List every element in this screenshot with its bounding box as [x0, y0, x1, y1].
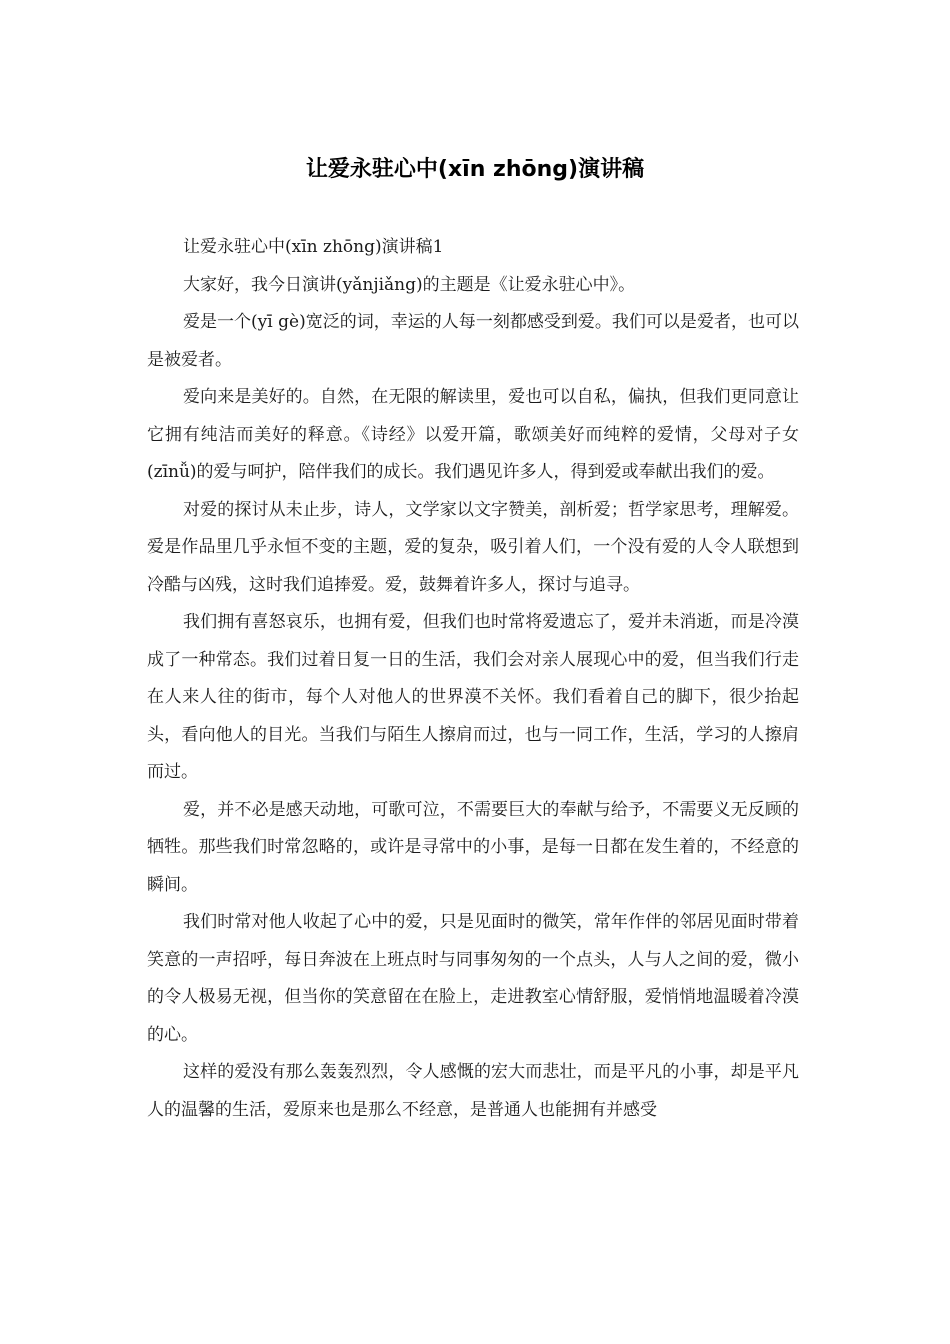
paragraph: 大家好，我今日演讲(yǎnjiǎng)的主题是《让爱永驻心中》。 [183, 274, 636, 295]
paragraph: 爱向来是美好的。自然，在无限的解读里，爱也可以自私，偏执，但我们更同意让它拥有纯洁而美好的释意。《诗经》以爱开篇，歌颂美好而纯粹的爱情，父母对子女(zīnǚ)的爱与呵护，陪伴我们的成长。我们遇见许多人，得到爱或奉献出我们的爱。 [147, 387, 799, 482]
paragraph: 我们拥有喜怒哀乐，也拥有爱，但我们也时常将爱遗忘了，爱并未消逝，而是冷漠成了一种常态。我们过着日复一日的生活，我们会对亲人展现心中的爱，但当我们行走在人来人往的街市，每个人对他人的世界漠不关怀。我们看着自己的脚下，很少抬起头，看向他人的目光。当我们与陌生人擦肩而过，也与一同工作，生活，学习的人擦肩而过。 [147, 612, 799, 782]
document-body [147, 229, 799, 1129]
speech-heading: 让爱永驻心中(xīn zhōng)演讲稿1 [183, 237, 444, 257]
paragraph: 这样的爱没有那么轰轰烈烈，令人感慨的宏大而悲壮，而是平凡的小事，却是平凡人的温馨的生活，爱原来也是那么不经意，是普通人也能拥有并感受 [147, 1062, 799, 1120]
paragraph: 对爱的探讨从未止步，诗人，文学家以文字赞美，剖析爱；哲学家思考，理解爱。爱是作品里几乎永恒不变的主题，爱的复杂，吸引着人们，一个没有爱的人令人联想到冷酷与凶残，这时我们追捧爱。爱，鼓舞着许多人，探讨与追寻。 [147, 499, 799, 595]
paragraph: 爱，并不必是感天动地，可歌可泣，不需要巨大的奉献与给予，不需要义无反顾的牺牲。那些我们时常忽略的，或许是寻常中的小事，是每一日都在发生着的，不经意的瞬间。 [147, 799, 799, 895]
paragraph: 爱是一个(yī gè)宽泛的词，幸运的人每一刻都感受到爱。我们可以是爱者，也可以是被爱者。 [147, 312, 799, 370]
document-title: 让爱永驻心中(xīn zhōng)演讲稿 [305, 157, 645, 182]
paragraph: 我们时常对他人收起了心中的爱，只是见面时的微笑，常年作伴的邻居见面时带着笑意的一声招呼，每日奔波在上班点时与同事匆匆的一个点头，人与人之间的爱，微小的令人极易无视，但当你的笑意留在在脸上，走进教室心情舒服，爱悄悄地温暖着冷漠的心。 [147, 912, 799, 1045]
